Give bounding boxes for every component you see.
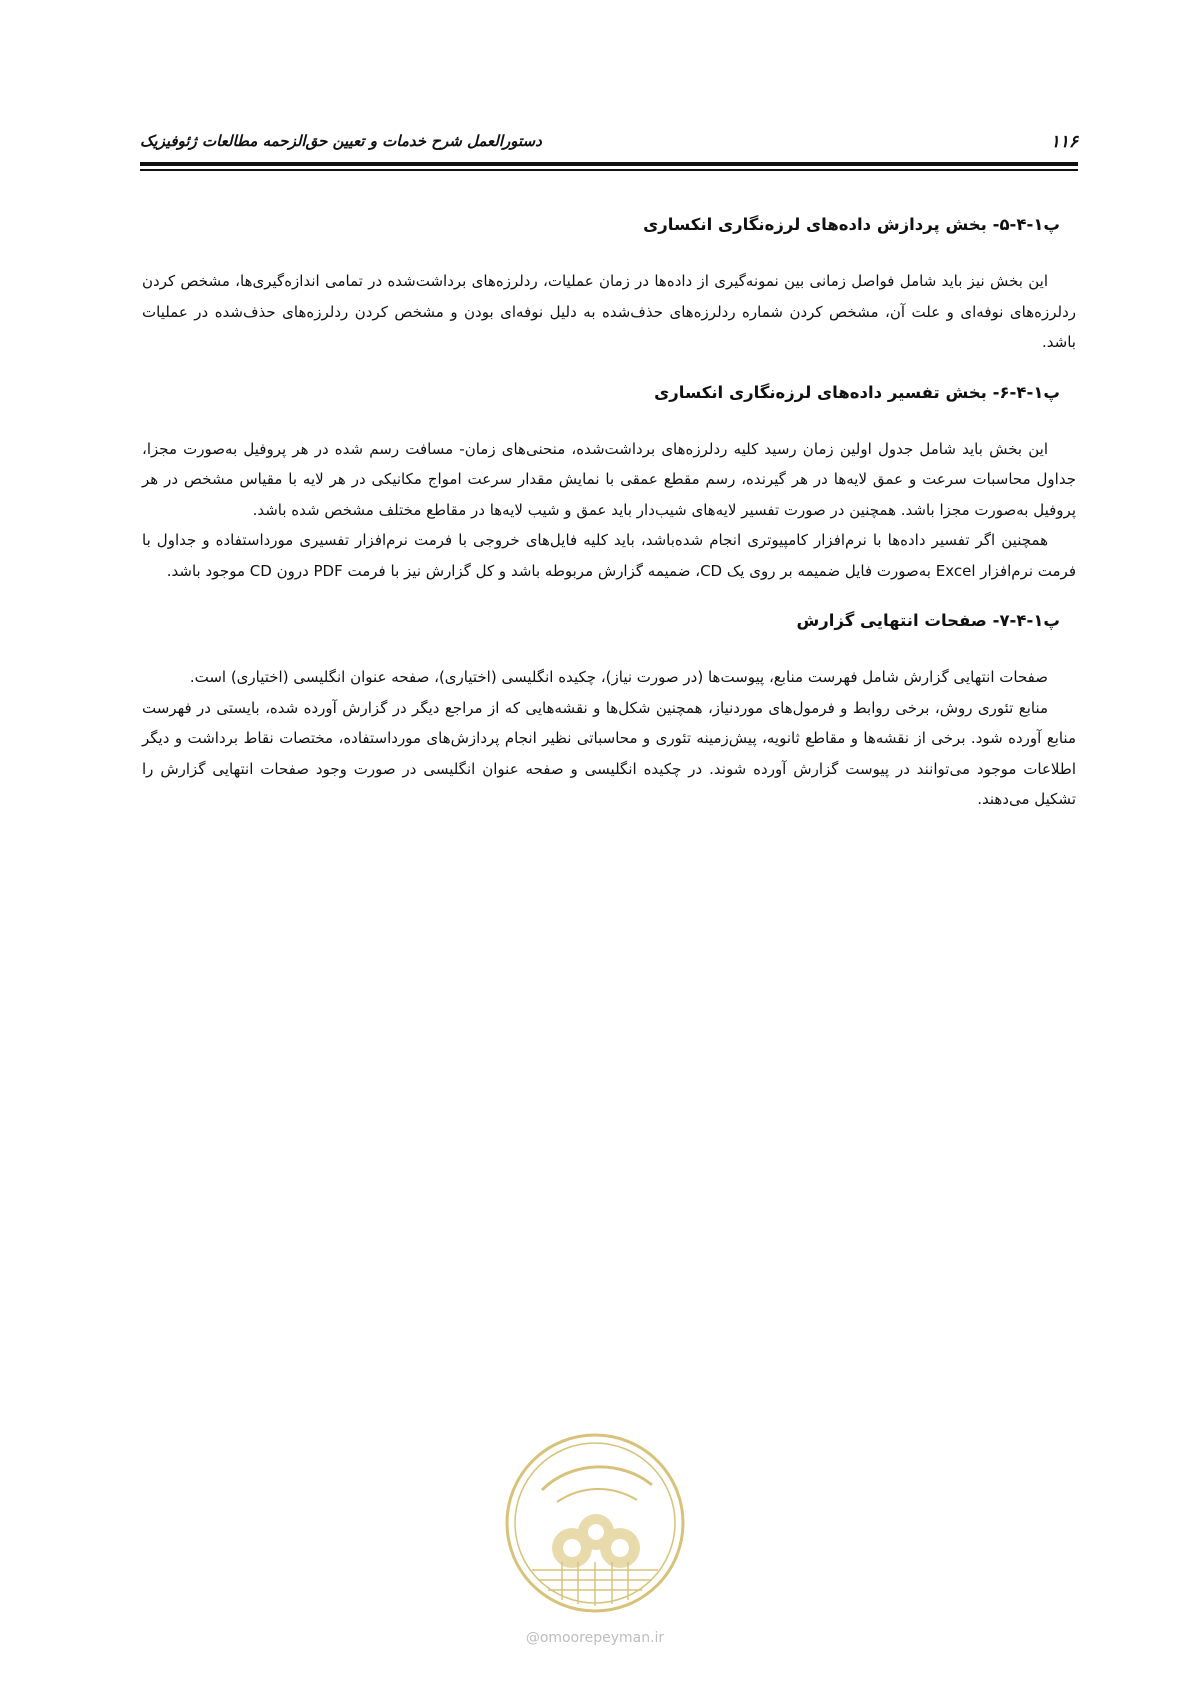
paragraph: این بخش نیز باید شامل فواصل زمانی بین نمونه‌گیری از داده‌ها در زمان عملیات، ردلرزه‌های برداشت‌شده در تمامی اندازه‌گیری‌ها، مشخص کردن ردلرزه‌های نوفه‌ای و علت آن، مشخص کردن شماره ردلرزه‌های حذف‌شده به دلیل نوفه‌ای بودن و مشخص کردن ردلرزه‌های حذف‌شده در عملیات باشد. xyxy=(142,272,1076,351)
header-rule-thick xyxy=(140,162,1078,166)
watermark-url: @omoorepeyman.ir xyxy=(525,1630,665,1646)
section-heading: پ۱-۴-۵- بخش پردازش داده‌های لرزه‌نگاری انکساری xyxy=(643,215,1060,234)
paragraph: منابع تئوری روش، برخی روابط و فرمول‌های موردنیاز، همچنین شکل‌ها و نقشه‌هایی که از مراجع دیگر در گزارش آورده شده، بایستی در فهرست منابع آورده شود. برخی از نقشه‌ها و مقاطع ثانویه، پیش‌زمینه تئوری و محاسباتی نظیر انجام پردازش‌های مورداستفاده، مختصات نقاط برداشت و دیگر اطلاعات موجود می‌توانند در پیوست گزارش آورده شوند. در چکیده انگلیسی و صفحه عنوان انگلیسی در صورت وجود صفحات انتهایی گزارش را تشکیل می‌دهند. xyxy=(142,698,1076,808)
header-rule-thin xyxy=(140,169,1078,171)
paragraph: این بخش باید شامل جدول اولین زمان رسید کلیه ردلرزه‌های برداشت‌شده، منحنی‌های زمان- مسافت رسم شده در هر پروفیل به‌صورت مجزا، جداول محاسبات سرعت و عمق لایه‌ها در هر گیرنده، رسم مقطع عمقی با نمایش مقدار سرعت امواج مکانیکی در هر لایه با مقیاس مشخص در هر پروفیل به‌صورت مجزا باشد. همچنین در صورت تفسیر لایه‌های شیب‌دار باید عمق و شیب لایه‌ها در مقاطع مختلف مشخص شده باشد. xyxy=(142,439,1076,519)
section-6 xyxy=(142,378,1076,587)
page-number: ۱۱۶ xyxy=(1050,132,1078,152)
document-body xyxy=(142,210,1076,815)
running-title: دستورالعمل شرح خدمات و تعیین حق‌الزحمه مطالعات ژئوفیزیک xyxy=(140,132,542,150)
watermark-logo xyxy=(502,1430,688,1616)
section-5 xyxy=(142,210,1076,358)
page-header xyxy=(140,128,1078,158)
section-heading: پ۱-۴-۶- بخش تفسیر داده‌های لرزه‌نگاری انکساری xyxy=(654,382,1060,402)
paragraph: همچنین اگر تفسیر داده‌ها با نرم‌افزار کامپیوتری انجام شده‌باشد، باید کلیه فایل‌های خروجی با فرمت نرم‌افزار تفسیری مورداستفاده و جداول با فرمت نرم‌افزار Excel به‌صورت فایل ضمیمه بر روی یک CD، ضمیمه گزارش مربوطه باشد و کل گزارش نیز با فرمت PDF درون CD موجود باشد. xyxy=(142,531,1076,580)
section-7 xyxy=(142,606,1076,815)
section-heading: پ۱-۴-۷- صفحات انتهایی گزارش xyxy=(796,611,1060,630)
paragraph: صفحات انتهایی گزارش شامل فهرست منابع، پیوست‌ها (در صورت نیاز)، چکیده انگلیسی (اختیاری)، صفحه عنوان انگلیسی (اختیاری) است. xyxy=(189,668,1048,686)
